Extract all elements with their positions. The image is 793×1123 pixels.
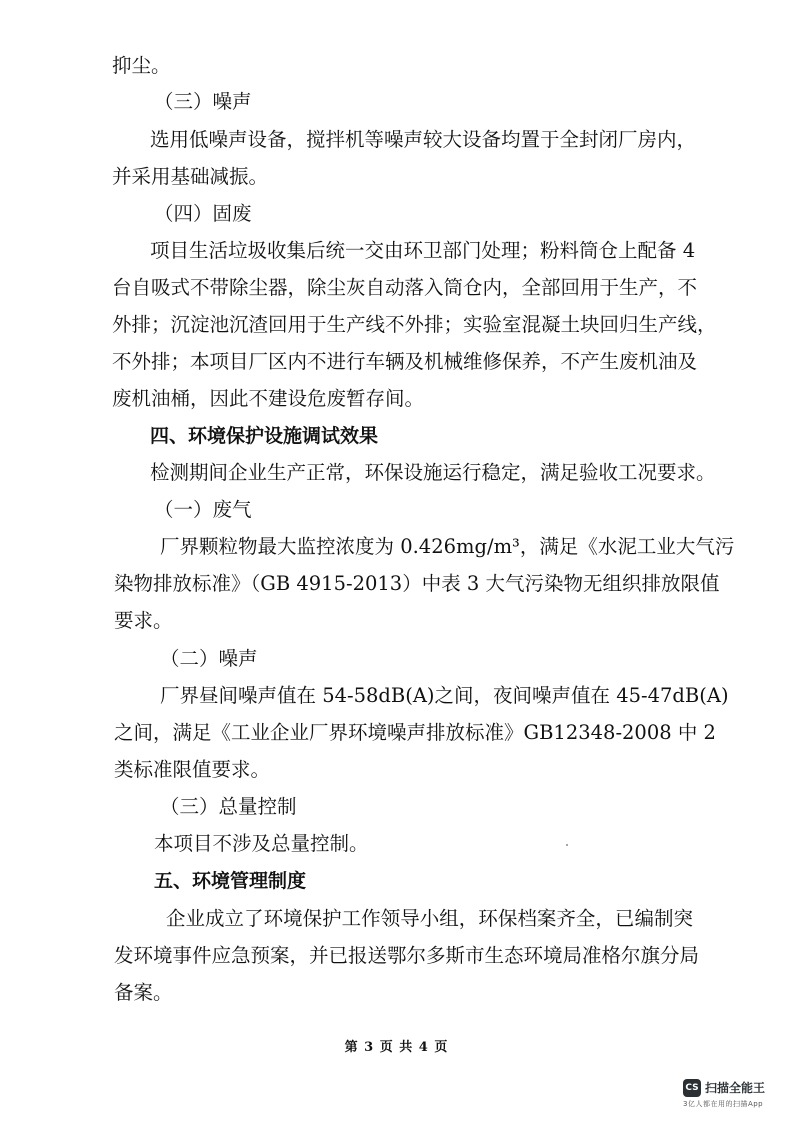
text-line: 备案。 <box>114 981 173 1004</box>
scan-speck <box>566 844 568 846</box>
watermark-name: 扫描全能王 <box>705 1081 766 1095</box>
scanner-watermark <box>683 1077 788 1109</box>
text-line: 类标准限值要求。 <box>114 758 271 781</box>
section-heading: （三）总量控制 <box>160 795 297 818</box>
text-line: 企业成立了环境保护工作领导小组，环保档案齐全，已编制突 <box>166 907 693 930</box>
chapter-heading: 五、环境管理制度 <box>154 870 307 892</box>
text-line: 废机油桶，因此不建设危废暂存间。 <box>112 387 425 410</box>
text-line: 不外排；本项目厂区内不进行车辆及机械维修保养，不产生废机油及 <box>112 350 698 373</box>
text-line: 抑尘。 <box>112 54 171 77</box>
section-heading: （二）噪声 <box>160 647 258 670</box>
section-heading: （三）噪声 <box>154 90 252 113</box>
page-footer: 第 3 页 共 4 页 <box>344 1040 449 1055</box>
chapter-heading: 四、环境保护设施调试效果 <box>150 425 379 447</box>
watermark-sub: 3亿人都在用的扫描App <box>683 1099 764 1108</box>
text-line: 检测期间企业生产正常，环保设施运行稳定，满足验收工况要求。 <box>150 461 716 484</box>
camscanner-logo-icon: CS <box>683 1079 701 1097</box>
text-line: 外排；沉淀池沉渣回用于生产线不外排；实验室混凝土块回归生产线， <box>112 313 717 336</box>
text-line: 选用低噪声设备，搅拌机等噪声较大设备均置于全封闭厂房内， <box>150 128 697 151</box>
section-heading: （四）固废 <box>154 202 252 225</box>
text-line: 发环境事件应急预案，并已报送鄂尔多斯市生态环境局准格尔旗分局 <box>114 944 700 967</box>
text-line: 之间，满足《工业企业厂界环境噪声排放标准》GB12348-2008 中 2 <box>114 721 716 744</box>
text-line: 项目生活垃圾收集后统一交由环卫部门处理；粉料筒仓上配备 4 <box>150 239 696 262</box>
text-line: 并采用基础减振。 <box>112 165 269 188</box>
text-line: 本项目不涉及总量控制。 <box>154 832 369 855</box>
text-line: 染物排放标准》（GB 4915-2013）中表 3 大气污染物无组织排放限值 <box>114 572 720 595</box>
text-line: 厂界昼间噪声值在 54-58dB(A)之间，夜间噪声值在 45-47dB(A) <box>160 684 729 707</box>
section-heading: （一）废气 <box>154 498 252 521</box>
text-line: 厂界颗粒物最大监控浓度为 0.426mg/m³，满足《水泥工业大气污 <box>160 535 735 558</box>
text-line: 台自吸式不带除尘器，除尘灰自动落入筒仓内，全部回用于生产，不 <box>112 276 698 299</box>
text-line: 要求。 <box>114 609 173 632</box>
